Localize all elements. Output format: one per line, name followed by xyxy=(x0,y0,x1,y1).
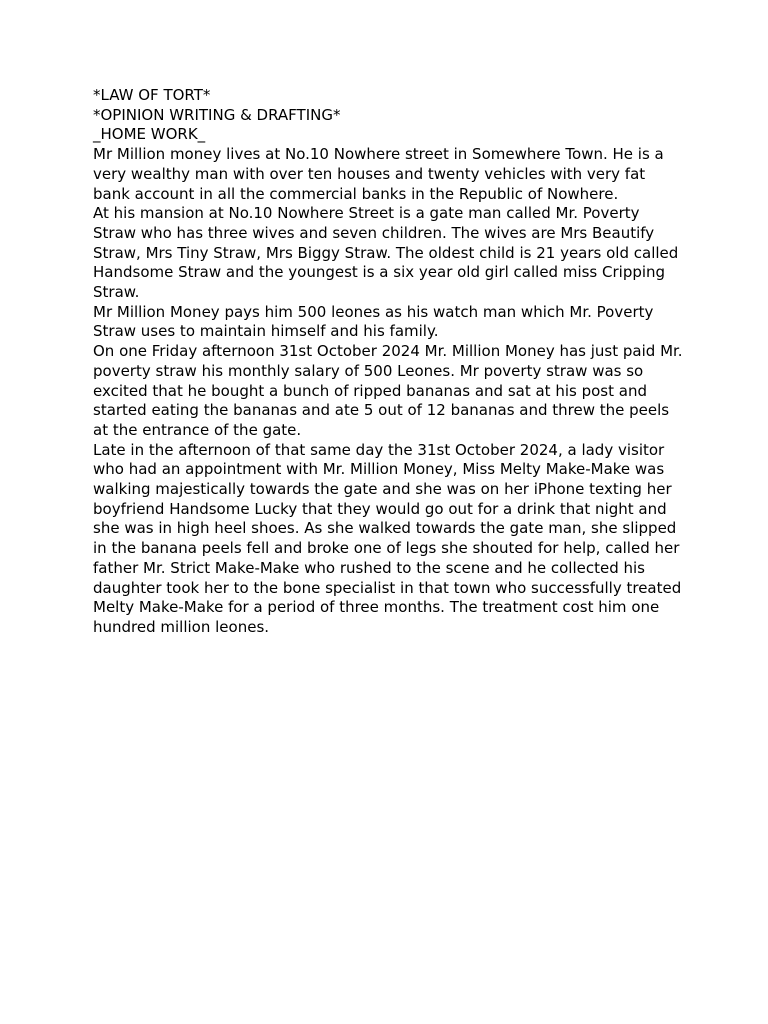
paragraph-3: Mr Million Money pays him 500 leones as his watch man which Mr. Poverty Straw uses to maintain himself and his family. xyxy=(93,302,654,341)
paragraph-5: Late in the afternoon of that same day the 31st October 2024, a lady visitor who had an appointment with Mr. Million Money, Miss Melty Make-Make was walking majestically towards the gate and she was on her iPhone texting her boyfriend Handsome Lucky that they would go out for a drink that night and she was in high heel shoes. As she walked towards the gate man, she slipped in the banana peels fell and broke one of legs she shouted for help, called her father Mr. Strict Make-Make who rushed to the scene and he collected his daughter took her to the bone specialist in that town who successfully treated Melty Make-Make for a period of three months. The treatment cost him one hundred million leones. xyxy=(93,440,682,636)
paragraph-1: Mr Million money lives at No.10 Nowhere street in Somewhere Town. He is a very wealthy man with over ten houses and twenty vehicles with very fat bank account in all the commercial banks in the Republic of Nowhere. xyxy=(93,145,664,203)
section-label-homework: _HOME WORK_ xyxy=(93,125,206,144)
document-body xyxy=(93,86,683,638)
title-law-of-tort: *LAW OF TORT* xyxy=(93,86,211,104)
paragraph-4: On one Friday afternoon 31st October 2024 Mr. Million Money has just paid Mr. poverty straw his monthly salary of 500 Leones. Mr poverty straw was so excited that he bought a bunch of ripped bananas and sat at his post and started eating the bananas and ate 5 out of 12 bananas and threw the peels at the entrance of the gate. xyxy=(93,342,683,439)
title-opinion-writing: *OPINION WRITING & DRAFTING* xyxy=(93,105,341,124)
paragraph-2: At his mansion at No.10 Nowhere Street is a gate man called Mr. Poverty Straw who has three wives and seven children. The wives are Mrs Beautify Straw, Mrs Tiny Straw, Mrs Biggy Straw. The oldest child is 21 years old called Handsome Straw and the youngest is a six year old girl called miss Cripping Straw. xyxy=(93,204,679,302)
